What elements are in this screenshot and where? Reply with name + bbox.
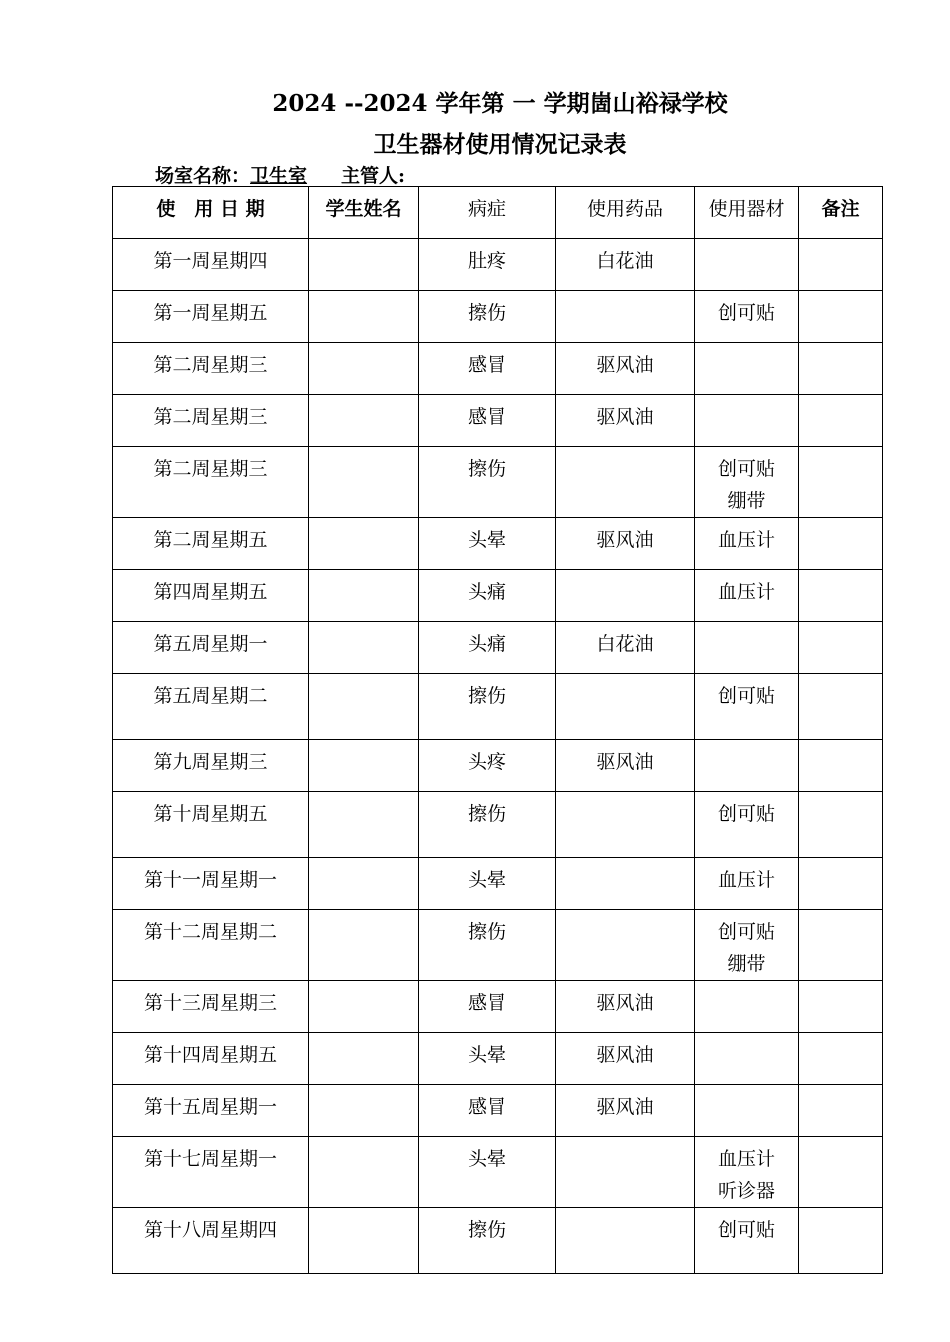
cell-student-name — [309, 858, 419, 910]
table-row — [113, 1033, 883, 1085]
cell-student-name — [309, 1033, 419, 1085]
cell-date: 第十四周星期五 — [113, 1033, 309, 1085]
cell-equipment — [695, 395, 799, 447]
col-header-illness: 病症 — [419, 187, 556, 239]
table-row — [113, 570, 883, 622]
cell-illness: 感冒 — [419, 981, 556, 1033]
cell-date: 第二周星期三 — [113, 343, 309, 395]
cell-student-name — [309, 1208, 419, 1274]
cell-student-name — [309, 291, 419, 343]
cell-medicine — [556, 1137, 695, 1208]
cell-note — [799, 622, 883, 674]
cell-medicine — [556, 674, 695, 740]
table-row — [113, 291, 883, 343]
cell-date: 第一周星期四 — [113, 239, 309, 291]
cell-medicine — [556, 858, 695, 910]
cell-student-name — [309, 622, 419, 674]
table-row — [113, 1085, 883, 1137]
equipment-item: 血压计 — [717, 1148, 775, 1170]
cell-medicine — [556, 792, 695, 858]
cell-medicine: 驱风油 — [556, 981, 695, 1033]
cell-student-name — [309, 1085, 419, 1137]
col-header-date: 使 用 日 期 — [113, 187, 309, 239]
manager-label: 主管人: — [341, 165, 406, 187]
cell-date: 第十五周星期一 — [113, 1085, 309, 1137]
cell-medicine — [556, 910, 695, 981]
cell-equipment — [695, 792, 799, 858]
cell-medicine: 驱风油 — [556, 1085, 695, 1137]
table-row — [113, 1208, 883, 1274]
table-row — [113, 910, 883, 981]
cell-date: 第二周星期五 — [113, 518, 309, 570]
cell-note — [799, 1033, 883, 1085]
cell-student-name — [309, 239, 419, 291]
col-header-name: 学生姓名 — [309, 187, 419, 239]
cell-student-name — [309, 447, 419, 518]
cell-medicine — [556, 570, 695, 622]
equipment-item: 创可贴 — [717, 302, 775, 324]
cell-equipment — [695, 343, 799, 395]
cell-illness: 头晕 — [419, 1137, 556, 1208]
cell-equipment — [695, 518, 799, 570]
cell-medicine — [556, 447, 695, 518]
cell-illness: 擦伤 — [419, 792, 556, 858]
cell-medicine: 驱风油 — [556, 395, 695, 447]
cell-equipment — [695, 622, 799, 674]
cell-date: 第十周星期五 — [113, 792, 309, 858]
equipment-item: 绷带 — [727, 490, 766, 512]
equipment-item: 创可贴 — [717, 1219, 775, 1241]
cell-student-name — [309, 343, 419, 395]
cell-date: 第五周星期一 — [113, 622, 309, 674]
cell-equipment — [695, 981, 799, 1033]
cell-illness: 擦伤 — [419, 910, 556, 981]
cell-medicine — [556, 1208, 695, 1274]
col-header-equipment: 使用器材 — [695, 187, 799, 239]
equipment-item: 血压计 — [717, 869, 775, 891]
cell-illness: 肚疼 — [419, 239, 556, 291]
cell-note — [799, 239, 883, 291]
cell-student-name — [309, 395, 419, 447]
room-value: 卫生室 — [250, 165, 308, 187]
table-row — [113, 792, 883, 858]
cell-illness: 擦伤 — [419, 291, 556, 343]
cell-equipment — [695, 674, 799, 740]
cell-equipment — [695, 239, 799, 291]
cell-student-name — [309, 910, 419, 981]
cell-date: 第四周星期五 — [113, 570, 309, 622]
table-body — [113, 239, 883, 1274]
cell-note — [799, 674, 883, 740]
cell-medicine: 白花油 — [556, 622, 695, 674]
cell-date: 第十三周星期三 — [113, 981, 309, 1033]
cell-illness: 擦伤 — [419, 1208, 556, 1274]
cell-date: 第九周星期三 — [113, 740, 309, 792]
cell-note — [799, 792, 883, 858]
equipment-item: 血压计 — [717, 529, 775, 551]
equipment-item: 听诊器 — [717, 1180, 775, 1202]
cell-note — [799, 447, 883, 518]
equipment-item: 血压计 — [717, 581, 775, 603]
table-row — [113, 343, 883, 395]
cell-medicine: 白花油 — [556, 239, 695, 291]
record-table — [112, 186, 883, 1274]
table-row — [113, 239, 883, 291]
cell-date: 第十八周星期四 — [113, 1208, 309, 1274]
cell-equipment — [695, 1137, 799, 1208]
cell-date: 第十七周星期一 — [113, 1137, 309, 1208]
cell-illness: 感冒 — [419, 395, 556, 447]
cell-student-name — [309, 674, 419, 740]
cell-illness: 头痛 — [419, 622, 556, 674]
cell-note — [799, 1137, 883, 1208]
room-label: 场室名称： — [155, 165, 251, 187]
cell-illness: 头疼 — [419, 740, 556, 792]
title-line-1: 2024 --2024 学年第 一 学期崮山裕禄学校 — [272, 90, 728, 117]
cell-date: 第二周星期三 — [113, 447, 309, 518]
cell-illness: 擦伤 — [419, 447, 556, 518]
table-row — [113, 674, 883, 740]
equipment-item: 创可贴 — [717, 458, 775, 480]
cell-date: 第十一周星期一 — [113, 858, 309, 910]
equipment-item: 绷带 — [727, 953, 766, 975]
cell-illness: 擦伤 — [419, 674, 556, 740]
equipment-item: 创可贴 — [717, 803, 775, 825]
cell-equipment — [695, 858, 799, 910]
cell-equipment — [695, 570, 799, 622]
cell-note — [799, 343, 883, 395]
cell-note — [799, 518, 883, 570]
cell-date: 第二周星期三 — [113, 395, 309, 447]
cell-student-name — [309, 570, 419, 622]
cell-student-name — [309, 792, 419, 858]
cell-note — [799, 291, 883, 343]
cell-student-name — [309, 518, 419, 570]
cell-date: 第五周星期二 — [113, 674, 309, 740]
table-row — [113, 518, 883, 570]
equipment-item: 创可贴 — [717, 685, 775, 707]
cell-equipment — [695, 447, 799, 518]
table-row — [113, 447, 883, 518]
cell-illness: 头晕 — [419, 1033, 556, 1085]
cell-illness: 感冒 — [419, 343, 556, 395]
cell-date: 第十二周星期二 — [113, 910, 309, 981]
cell-equipment — [695, 1033, 799, 1085]
table-row — [113, 622, 883, 674]
cell-student-name — [309, 740, 419, 792]
cell-medicine — [556, 291, 695, 343]
cell-note — [799, 858, 883, 910]
cell-note — [799, 570, 883, 622]
cell-equipment — [695, 1085, 799, 1137]
col-header-medicine: 使用药品 — [556, 187, 695, 239]
meta-line — [155, 161, 405, 188]
cell-medicine: 驱风油 — [556, 343, 695, 395]
table-row — [113, 858, 883, 910]
cell-medicine: 驱风油 — [556, 1033, 695, 1085]
cell-note — [799, 981, 883, 1033]
table-row — [113, 740, 883, 792]
cell-equipment — [695, 291, 799, 343]
cell-illness: 头痛 — [419, 570, 556, 622]
cell-note — [799, 910, 883, 981]
cell-student-name — [309, 1137, 419, 1208]
table-row — [113, 1137, 883, 1208]
cell-illness: 头晕 — [419, 858, 556, 910]
cell-illness: 头晕 — [419, 518, 556, 570]
cell-equipment — [695, 740, 799, 792]
cell-note — [799, 740, 883, 792]
col-header-note: 备注 — [799, 187, 883, 239]
cell-equipment — [695, 910, 799, 981]
cell-equipment — [695, 1208, 799, 1274]
cell-medicine: 驱风油 — [556, 518, 695, 570]
cell-note — [799, 1085, 883, 1137]
equipment-item: 创可贴 — [717, 921, 775, 943]
table-row — [113, 395, 883, 447]
title-line-2: 卫生器材使用情况记录表 — [373, 131, 627, 158]
cell-note — [799, 1208, 883, 1274]
cell-medicine: 驱风油 — [556, 740, 695, 792]
cell-illness: 感冒 — [419, 1085, 556, 1137]
table-row — [113, 981, 883, 1033]
header-row — [113, 187, 883, 239]
cell-date: 第一周星期五 — [113, 291, 309, 343]
cell-note — [799, 395, 883, 447]
cell-student-name — [309, 981, 419, 1033]
